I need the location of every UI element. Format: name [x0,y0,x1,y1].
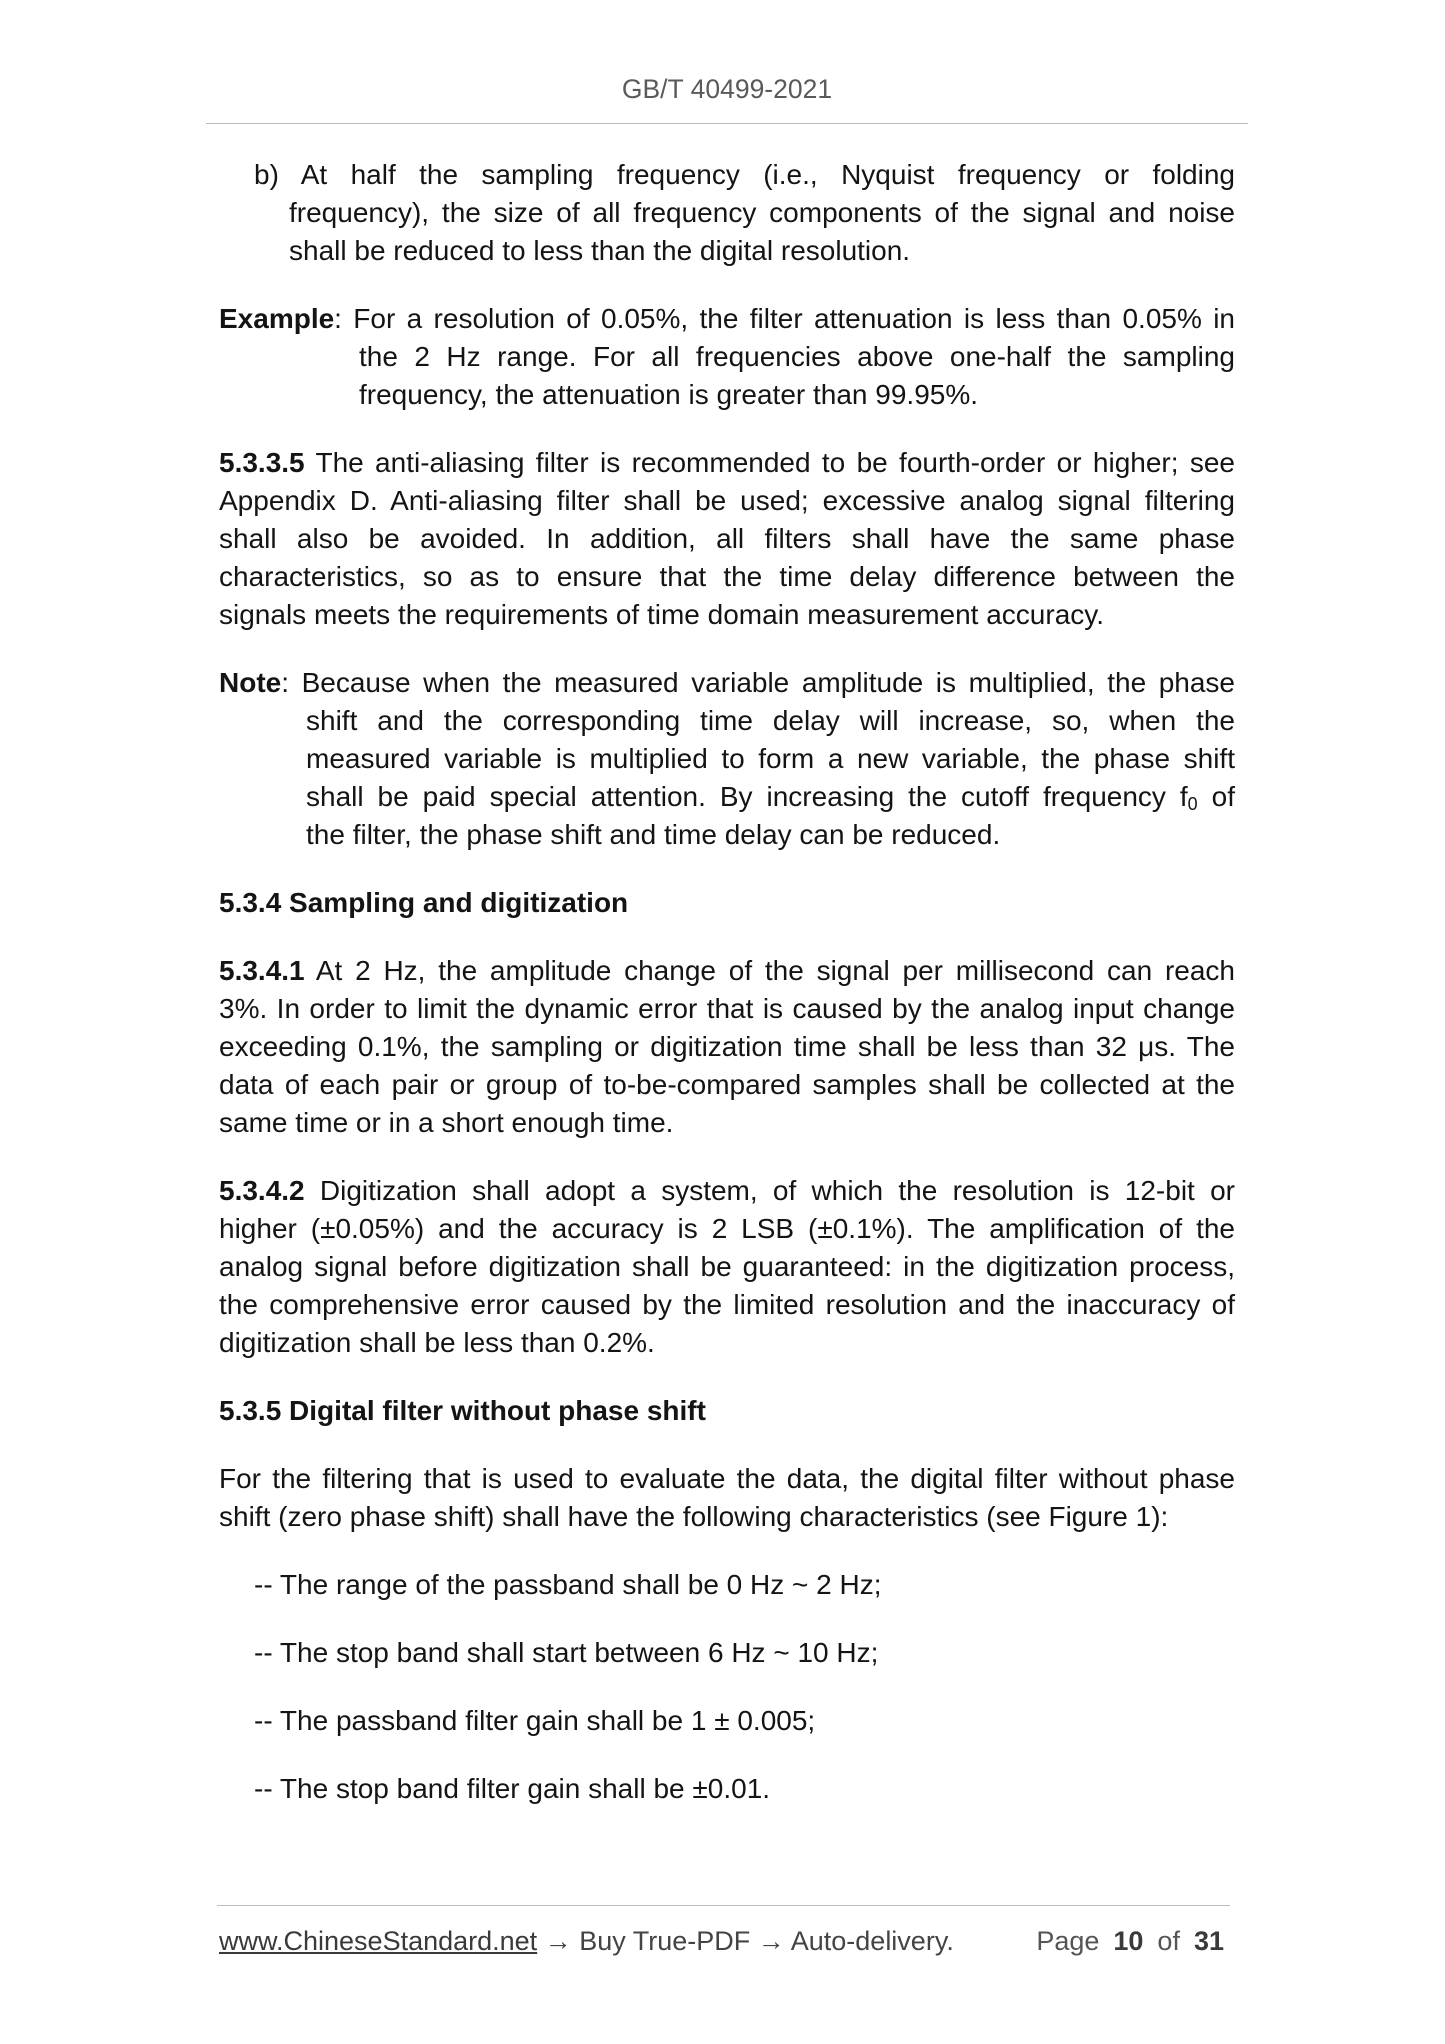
note-block [219,664,1235,854]
clause-line: the comprehensive error caused by the limited resolution and the inaccuracy of [219,1289,1235,1320]
clause-5-3-4-2 [219,1172,1235,1362]
example-line: the 2 Hz range. For all frequencies above one-half the sampling [359,341,1235,372]
example-text: : For a resolution of 0.05%, the filter attenuation is less than 0.05% in [334,303,1235,334]
example-label: Example [219,303,335,334]
clause-number: 5.3.4.2 [219,1175,305,1206]
document-code-header: GB/T 40499-2021 [621,74,833,104]
section-heading: 5.3.4 Sampling and digitization [219,887,629,918]
clause-line: digitization shall be less than 0.2%. [219,1327,655,1358]
requirement-line: -- The passband filter gain shall be 1 ± 0.005; [254,1705,816,1736]
example-block [219,300,1235,414]
filter-intro [219,1460,1235,1536]
requirement-item [219,1702,1235,1740]
clause-line: higher (±0.05%) and the accuracy is 2 LSB (±0.1%). The amplification of the [219,1213,1235,1244]
section-heading: 5.3.5 Digital filter without phase shift [219,1395,706,1426]
clause-text: The anti-aliasing filter is recommended to be fourth-order or higher; see [304,447,1235,478]
page-number [1036,1922,1224,1960]
subscript-zero: 0 [1187,794,1198,814]
requirement-item [219,1770,1235,1808]
requirement-line: -- The range of the passband shall be 0 Hz ~ 2 Hz; [254,1569,882,1600]
footer-promo [219,1922,954,1960]
requirement-line: -- The stop band filter gain shall be ±0.01. [254,1773,771,1804]
list-item-b-line: b) At half the sampling frequency (i.e., Nyquist frequency or folding [254,159,1235,190]
clause-line: shall also be avoided. In addition, all filters shall have the same phase [219,523,1235,554]
requirement-item [219,1566,1235,1604]
example-line [219,300,1235,338]
clause-line [219,444,1235,482]
note-line: measured variable is multiplied to form a new variable, the phase shift [306,743,1235,774]
section-heading-5-3-4 [219,884,1235,922]
example-line: frequency, the attenuation is greater than 99.95%. [359,379,979,410]
page-of-label: of [1157,1926,1180,1956]
section-heading-5-3-5 [219,1392,1235,1430]
clause-line [219,952,1235,990]
clause-line: same time or in a short enough time. [219,1107,674,1138]
clause-5-3-4-1 [219,952,1235,1142]
header-divider [206,123,1248,124]
clause-number: 5.3.3.5 [219,447,305,478]
website-link[interactable]: www.ChineseStandard.net [219,1926,538,1956]
clause-text: Digitization shall adopt a system, of which the resolution is 12-bit or [304,1175,1235,1206]
clause-line: 3%. In order to limit the dynamic error that is caused by the analog input change [219,993,1235,1024]
filter-intro-line: For the filtering that is used to evaluate the data, the digital filter without phase [219,1463,1235,1494]
note-line [219,664,1235,702]
page-total: 31 [1193,1926,1224,1956]
clause-line: data of each pair or group of to-be-compared samples shall be collected at the [219,1069,1235,1100]
note-line [219,778,1235,816]
list-item-b-line: shall be reduced to less than the digital resolution. [289,235,911,266]
footer-promo-text: → Buy True-PDF → Auto-delivery. [537,1926,954,1956]
clause-line: Appendix D. Anti-aliasing filter shall be used; excessive analog signal filtering [219,485,1235,516]
list-item-b-line: frequency), the size of all frequency components of the signal and noise [289,197,1235,228]
note-line: shift and the corresponding time delay will increase, so, when the [306,705,1235,736]
clause-line: signals meets the requirements of time domain measurement accuracy. [219,599,1104,630]
requirement-item [219,1634,1235,1672]
page-label: Page [1036,1926,1100,1956]
requirement-line: -- The stop band shall start between 6 Hz ~ 10 Hz; [254,1637,879,1668]
page-current: 10 [1113,1926,1144,1956]
clause-text: At 2 Hz, the amplitude change of the signal per millisecond can reach [304,955,1235,986]
list-item-b [219,156,1235,270]
clause-number: 5.3.4.1 [219,955,305,986]
note-label: Note [219,667,282,698]
footer-divider [217,1905,1230,1906]
clause-5-3-3-5 [219,444,1235,634]
note-text: of [1197,781,1235,812]
filter-intro-line: shift (zero phase shift) shall have the following characteristics (see Figure 1): [219,1501,1169,1532]
note-text: : Because when the measured variable amplitude is multiplied, the phase [281,667,1235,698]
clause-line: analog signal before digitization shall be guaranteed: in the digitization process, [219,1251,1235,1282]
clause-line [219,1172,1235,1210]
clause-line: characteristics, so as to ensure that the time delay difference between the [219,561,1235,592]
clause-line: exceeding 0.1%, the sampling or digitization time shall be less than 32 μs. The [219,1031,1235,1062]
note-text: shall be paid special attention. By increasing the cutoff frequency f [306,781,1188,812]
page-content [219,156,1235,1808]
note-line: the filter, the phase shift and time delay can be reduced. [306,819,1001,850]
